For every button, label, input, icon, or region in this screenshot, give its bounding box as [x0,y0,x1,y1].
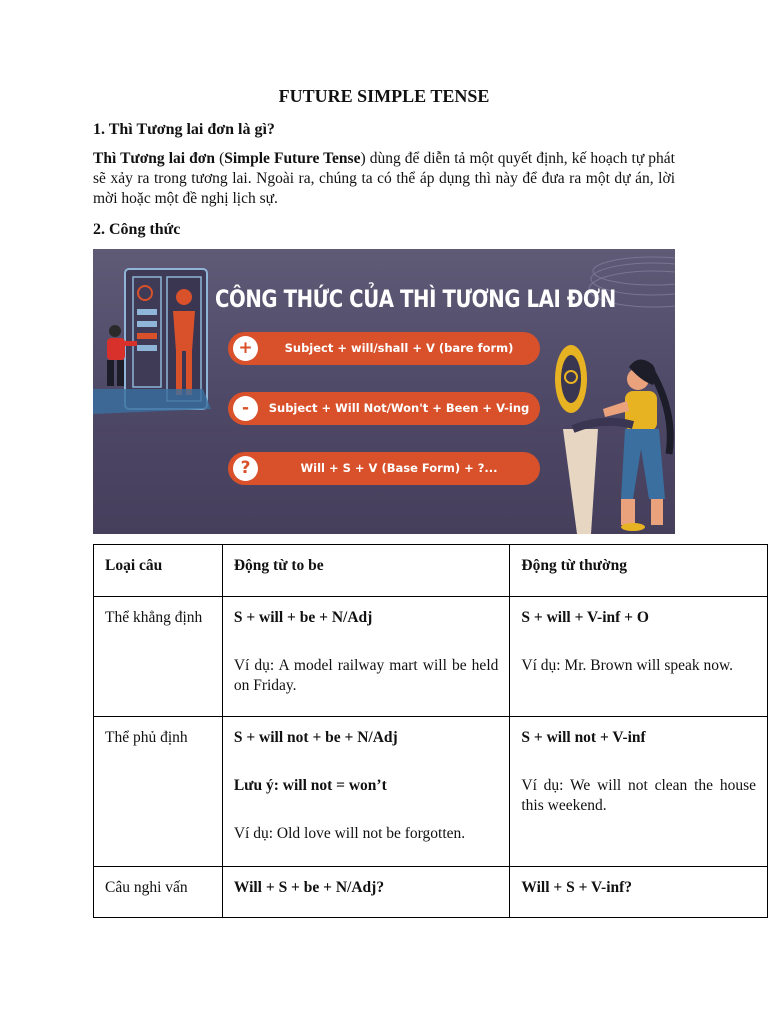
plus-icon: + [233,336,258,361]
minus-icon: - [233,396,258,421]
regular-verb-cell [510,597,768,717]
table-row [94,717,768,867]
sentence-type: Câu nghi vấn [94,867,223,918]
formula-banner-image [93,249,675,534]
be-formula: Will + S + be + N/Adj? [233,879,385,896]
verb-example: Ví dụ: We will not clean the house this weekend. [521,777,756,814]
formula-text: Subject + will/shall + V (bare form) [284,341,514,355]
verb-formula: S + will + V-inf + O [521,609,649,626]
be-example: Ví dụ: Old love will not be forgotten. [233,825,466,842]
verb-formula: Will + S + V-inf? [521,879,633,896]
section-2-heading: 2. Công thức [93,221,181,238]
be-verb-cell [222,867,510,918]
document-title: FUTURE SIMPLE TENSE [278,86,490,106]
regular-verb-cell [510,717,768,867]
woman-figure [555,345,670,534]
table-header: Động từ to be [222,545,510,597]
be-note: Lưu ý: will not = won’t [233,777,387,794]
banner-title: CÔNG THỨC CỦA THÌ TƯƠNG LAI ĐƠN [215,285,616,313]
formula-affirmative-pill [228,332,540,365]
be-example: Ví dụ: A model railway mart will be held on Friday. [233,657,499,694]
table-header: Động từ thường [510,545,768,597]
grammar-table [93,544,768,918]
verb-example: Ví dụ: Mr. Brown will speak now. [521,657,734,674]
formula-negative-pill [228,392,540,425]
sentence-type: Thể khẳng định [94,597,223,717]
formula-text: Will + S + V (Base Form) + ?... [300,461,498,475]
table-row [94,597,768,717]
definition-paragraph [93,149,675,209]
term-vi: Thì Tương lai đơn [93,150,215,167]
table-row [94,867,768,918]
definition-body: ) dùng để diễn tả một quyết định, kế hoạch tự phát sẽ xảy ra trong tương lai. Ngoài ra, chúng ta có thể áp dụng thì này để đưa ra một dự án, lời mời hoặc một đề nghị lịch sự. [93,150,675,207]
be-verb-cell [222,717,510,867]
verb-formula: S + will not + V-inf [521,729,646,746]
paren-open: ( [215,150,225,167]
table-header-row [94,545,768,597]
formula-question-pill [228,452,540,485]
section-1-heading: 1. Thì Tương lai đơn là gì? [93,121,275,138]
sentence-type: Thể phủ định [94,717,223,867]
be-formula: S + will not + be + N/Adj [233,729,398,746]
question-icon: ? [233,456,258,481]
be-formula: S + will + be + N/Adj [233,609,373,626]
table-header: Loại câu [94,545,223,597]
regular-verb-cell [510,867,768,918]
be-verb-cell [222,597,510,717]
term-en: Simple Future Tense [224,150,361,167]
formula-text: Subject + Will Not/Won't + Been + V-ing [268,401,530,415]
